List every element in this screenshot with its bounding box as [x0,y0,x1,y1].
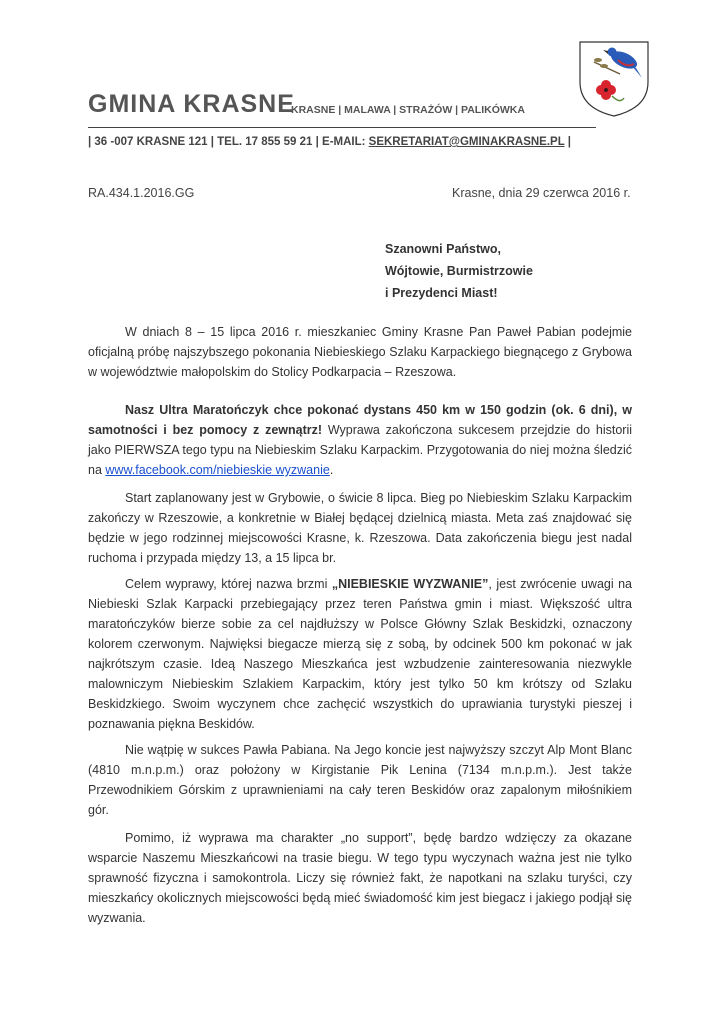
expedition-name: „NIEBIESKIE WYZWANIE” [331,577,489,591]
facebook-link[interactable]: www.facebook.com/niebieskie wyzwanie [105,463,330,477]
contact-end: | [564,136,571,148]
contact-address: | 36 -007 KRASNE 121 | TEL. 17 855 59 21 | E-MAIL: [88,136,369,148]
addressee-block [385,238,533,304]
addressee-line-3: i Prezydenci Miast! [385,286,498,300]
paragraph-6-text: Pomimo, iż wyprawa ma charakter „no support”, będę bardzo wdzięczy za okazane wsparcie Naszemu Mieszkańcowi na trasie biegu. W tego typu wyczynach ważna jest nie tylko sprawność fizyczna i samokontrola. Liczy się również fakt, że napotkani na szlaku turyści, czy mieszkańcy okolicznych miejscowości będą mieć świadomość kim jest biegacz i jakiego podjął się wyzwania. [88,831,632,925]
addressee-line-1: Szanowni Państwo, [385,242,501,256]
paragraph-4-text-a: Celem wyprawy, której nazwa brzmi [125,577,332,591]
paragraph-2-bold: Nasz Ultra Maratończyk chce pokonać dystans 450 km w 150 godzin (ok. 6 dni), w samotności i bez pomocy z zewnątrz! [88,403,632,437]
paragraph-5 [88,740,632,820]
contact-line [88,136,571,148]
letter-date: Krasne, dnia 29 czerwca 2016 r. [452,186,631,200]
paragraph-3-text: Start zaplanowany jest w Grybowie, o świcie 8 lipca. Bieg po Niebieskim Szlaku Karpackim zakończy w Rzeszowie, a konkretnie w Białej będącej dzielnicą miasta. Meta zaś znajdować się będzie w jego rodzinnej miejscowości Krasne, k. Rzeszowa. Data zakończenia biegu jest nadal ruchoma i przypada między 13, a 15 lipca br. [88,491,632,565]
paragraph-5-text: Nie wątpię w sukces Pawła Pabiana. Na Jego koncie jest najwyższy szczyt Alp Mont Blanc (4810 m.n.p.m.) oraz położony w Kirgistanie Pik Lenina (7134 m.n.p.m.). Jest także Przewodnikiem Górskim z uprawnieniami na cały teren Beskidów oraz zapalonym miłośnikiem gór. [88,743,632,817]
organization-title: GMINA KRASNE [88,90,295,118]
coat-of-arms-bird-flower-icon [576,38,652,118]
paragraph-1-text: W dniach 8 – 15 lipca 2016 r. mieszkaniec Gminy Krasne Pan Paweł Pabian podejmie oficjalną próbę najszybszego pokonania Niebieskiego Szlaku Karpackiego biegnącego z Grybowa w województwie małopolskim do Stolicy Podkarpacia – Rzeszowa. [88,325,632,379]
reference-number: RA.434.1.2016.GG [88,186,195,200]
paragraph-4 [88,574,632,734]
paragraph-1 [88,322,632,382]
addressee-line-2: Wójtowie, Burmistrzowie [385,264,533,278]
header-divider [88,127,596,128]
villages-list: KRASNE | MALAWA | STRAŻÓW | PALIKÓWKA [291,104,525,116]
paragraph-2 [88,400,632,480]
contact-email-link[interactable]: SEKRETARIAT@GMINAKRASNE.PL [368,136,565,148]
paragraph-6 [88,828,632,928]
paragraph-2-end: . [329,463,334,477]
paragraph-2-text: Wyprawa zakończona sukcesem przejdzie do historii jako PIERWSZA tego typu na Niebieskim Szlaku Karpackim. Przygotowania do niej można śledzić na [88,423,632,477]
paragraph-4-text-b: , jest zwrócenie uwagi na Niebieski Szlak Karpacki przebiegający przez teren Państwa gmin i miast. Większość ultra maratończyków bierze sobie za cel najdłuższy w Polsce Główny Szlak Beskidzki, oznaczony kolorem czerwonym. Najwięksi biegacze mierzą się z sobą, by odcinek 500 km pokonać w jak najkrótszym czasie. Ideą Naszego Mieszkańca jest wzbudzenie zainteresowania niezwykle malowniczym Niebieskim Szlakiem Karpackim, który jest tylko 50 km krótszy od Szlaku Beskidzkiego. Swoim wyczynem chce zachęcić wszystkich do uprawiania turystyki pieszej i poznawania piękna Beskidów. [88,577,633,731]
paragraph-3 [88,488,632,568]
